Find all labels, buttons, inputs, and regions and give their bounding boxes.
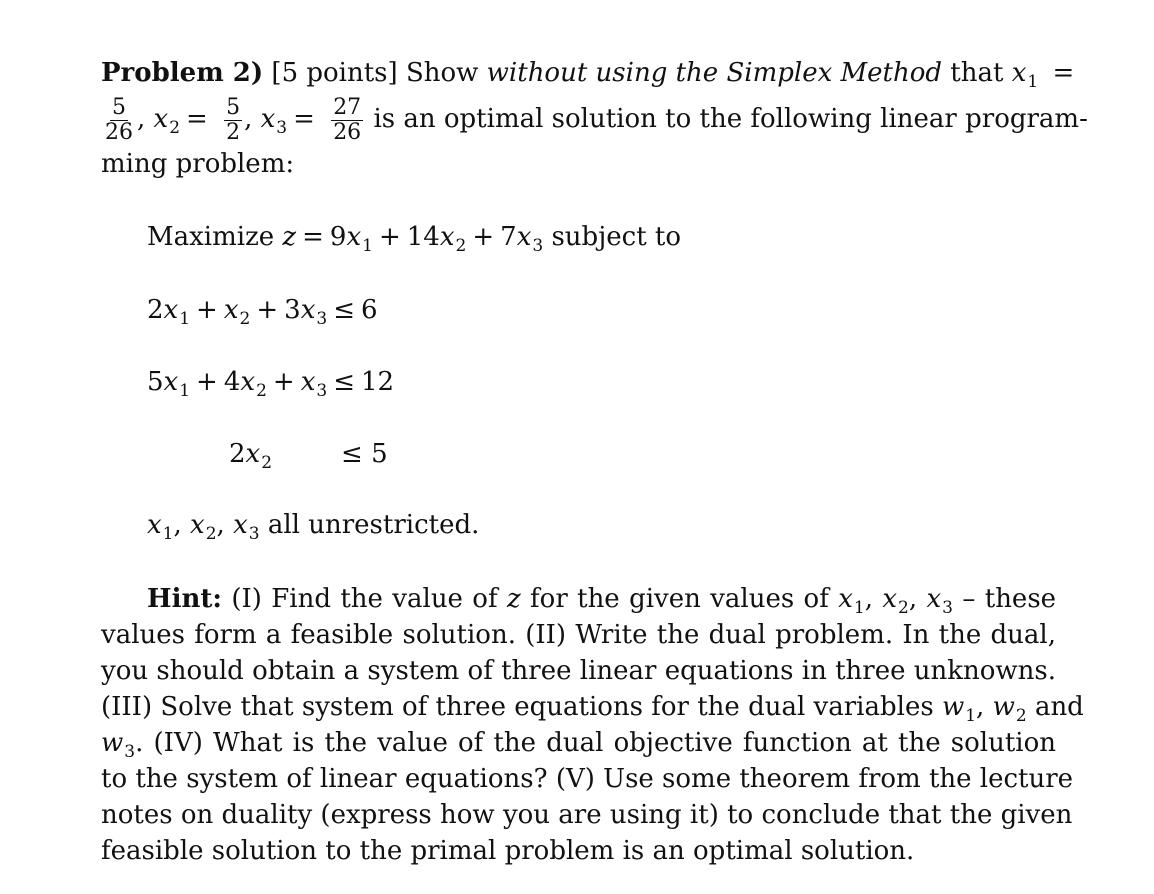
hint-line-6: to the system of linear equations? (V) Use some theorem from the lecture	[101, 764, 1074, 794]
hint-line-1: Hint: (I) Find the value of z for the given values of $x_1$, $x_2$, $x_3$ – these	[147, 584, 1057, 618]
hint-line-4: (III) Solve that system of three equations for the dual variables $w_1$, $w_2$ and	[101, 692, 1084, 726]
constraint-2-rhs: 12	[360, 367, 395, 397]
problem-line-2: $\frac{5}{26}$ , $x_2$ = $\frac{5}{2}$ , $x_3$ = $\frac{27}{26}$ is an optimal solution to the following linear program-	[105, 94, 1088, 145]
constraint-1-rhs: 6	[360, 295, 378, 325]
intro-end: ming problem:	[101, 149, 295, 179]
constraint-3: $2x_2$	[229, 439, 273, 473]
hint-label: Hint:	[147, 584, 222, 614]
var-x3: $x_3$	[260, 104, 288, 138]
hint-line-7: notes on duality (express how you are using it) to conclude that the given	[101, 800, 1073, 830]
problem-line-3	[101, 149, 294, 179]
fraction-x3: $\frac{27}{26}$	[333, 94, 362, 145]
unrestricted-text: all unrestricted.	[267, 510, 480, 540]
var-x2: $x_2$	[153, 104, 181, 138]
intro-rest: is an optimal solution to the following linear program-	[373, 104, 1088, 134]
objective-prefix: Maximize	[147, 222, 275, 252]
constraint-2: $5x_1 + 4x_2 + x_3 \le 12$	[147, 367, 395, 401]
fraction-x2: $\frac{5}{2}$	[226, 94, 241, 145]
unrestricted-line: $x_1$, $x_2$, $x_3$ all unrestricted.	[147, 510, 480, 544]
problem-points: [5 points]	[271, 58, 398, 88]
intro-emphasis: without using the Simplex Method	[486, 58, 943, 88]
objective-line: Maximize $z = 9x_1 + 14x_2 + 7x_3$ subject to	[147, 222, 682, 256]
hint-line-5: $w_3$. (IV) What is the value of the dual objective function at the solution	[101, 728, 1056, 762]
objective-suffix: subject to	[551, 222, 682, 252]
fraction-x1: $\frac{5}{26}$	[105, 94, 133, 145]
hint-line-3: you should obtain a system of three linear equations in three unknowns.	[101, 656, 1056, 686]
intro-show: Show	[405, 58, 479, 88]
problem-label: Problem 2)	[101, 58, 264, 88]
hint-line-8: feasible solution to the primal problem is an optimal solution.	[101, 836, 915, 866]
hint-line-2: values form a feasible solution. (II) Write the dual problem. In the dual,	[101, 620, 1056, 650]
constraint-3-rhs-wrap: ≤ 5	[341, 439, 388, 469]
constraint-1: $2x_1 + x_2 + 3x_3 \le 6$	[147, 295, 378, 329]
constraint-3-rhs: 5	[371, 439, 388, 469]
problem-line-1: Problem 2) [5 points] Show without using the Simplex Method that $x_1$ =	[101, 58, 1075, 92]
var-x1: $x_1$	[1011, 58, 1039, 92]
intro-that: that	[950, 58, 1004, 88]
